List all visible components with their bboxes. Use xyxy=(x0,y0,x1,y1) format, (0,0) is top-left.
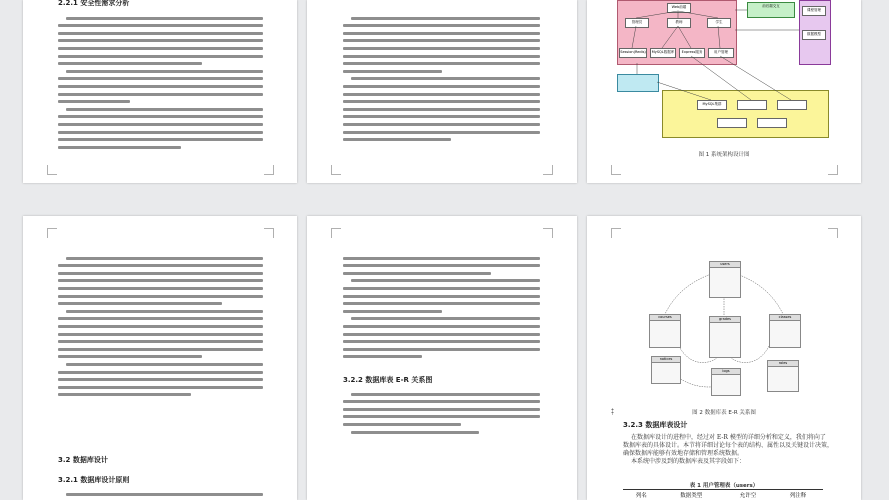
er-entity: grades xyxy=(709,316,741,358)
er-entity: roles xyxy=(767,360,799,392)
table-header-cell: 列名 xyxy=(623,490,660,500)
body-text-block xyxy=(58,12,263,153)
crop-mark xyxy=(611,228,621,238)
paragraph-line: 在数据库设计的进程中，经过对 E-R 模型的详细分析和定义，我们将向了 xyxy=(631,434,826,441)
diagram-node: 学生 xyxy=(707,18,731,28)
document-page-4 xyxy=(23,216,297,500)
diagram-node: Web前端 xyxy=(667,3,691,13)
table-caption: 表 1 用户管理表（users） xyxy=(689,483,759,489)
body-text-block xyxy=(58,488,263,500)
subsection-heading: 3.2.2 数据库表 E-R 关系图 xyxy=(343,376,433,384)
users-table xyxy=(623,489,823,500)
crop-mark xyxy=(828,228,838,238)
diagram-node: Session(Redis) xyxy=(619,48,647,58)
document-page-1 xyxy=(23,0,297,183)
architecture-diagram xyxy=(617,0,832,140)
body-text-block xyxy=(343,388,540,438)
table-header-cell: 列注释 xyxy=(773,490,823,500)
section-heading: 3.2 数据库设计 xyxy=(58,456,108,464)
diagram-connectors xyxy=(617,0,832,140)
document-page-3 xyxy=(587,0,861,183)
paragraph-line: 本系统中涉及到的数据库表及其字段如下： xyxy=(631,458,746,465)
diagram-node: Express服务 xyxy=(679,48,705,58)
body-text xyxy=(623,434,834,466)
document-page-6 xyxy=(587,216,861,500)
crop-mark xyxy=(331,228,341,238)
crop-mark xyxy=(47,228,57,238)
diagram-node: 用户管理 xyxy=(708,48,734,58)
crop-mark xyxy=(543,165,553,175)
crop-mark xyxy=(47,165,57,175)
section-heading: 2.2.1 安全性需求分析 xyxy=(58,0,130,7)
er-entity: courses xyxy=(649,314,681,348)
crop-mark xyxy=(611,165,621,175)
er-entity: classes xyxy=(769,314,801,348)
diagram-node: 数据模型 xyxy=(802,30,826,40)
drag-handle[interactable] xyxy=(611,408,614,415)
body-text-block xyxy=(343,12,540,146)
diagram-node: 前后端交互 xyxy=(747,2,795,18)
paragraph-line: 数据库表的具体设计。本节将详细讨论每个表的结构、属性以及关键设计决策， xyxy=(623,442,834,449)
diagram-node: 管理员 xyxy=(625,18,649,28)
crop-mark xyxy=(264,165,274,175)
subsection-heading: 3.2.3 数据库表设计 xyxy=(623,421,688,429)
table-header-cell: 允许空 xyxy=(723,490,773,500)
body-text-block xyxy=(58,252,263,401)
diagram-node: 课程管理 xyxy=(802,6,826,16)
diagram-node: MySQL数据库 xyxy=(650,48,676,58)
figure-caption: 图 2 数据库表 E-R 关系图 xyxy=(692,410,756,416)
crop-mark xyxy=(331,165,341,175)
document-page-2 xyxy=(307,0,577,183)
diagram-node: 教师 xyxy=(667,18,691,28)
crop-mark xyxy=(828,165,838,175)
diagram-node: MySQL集群 xyxy=(697,100,727,110)
document-page-5 xyxy=(307,216,577,500)
crop-mark xyxy=(543,228,553,238)
body-text-block xyxy=(343,252,540,363)
figure-caption: 图 1 系统架构设计图 xyxy=(698,152,750,158)
er-diagram xyxy=(649,256,799,396)
table-header-cell: 数据类型 xyxy=(660,490,723,500)
paragraph-line: 确保数据库能够有效地存储和管理系统数据。 xyxy=(623,450,744,457)
crop-mark xyxy=(264,228,274,238)
er-entity: logs xyxy=(711,368,741,396)
er-entity: notices xyxy=(651,356,681,384)
subsection-heading: 3.2.1 数据库设计原则 xyxy=(58,476,130,484)
er-entity: users xyxy=(709,261,741,298)
